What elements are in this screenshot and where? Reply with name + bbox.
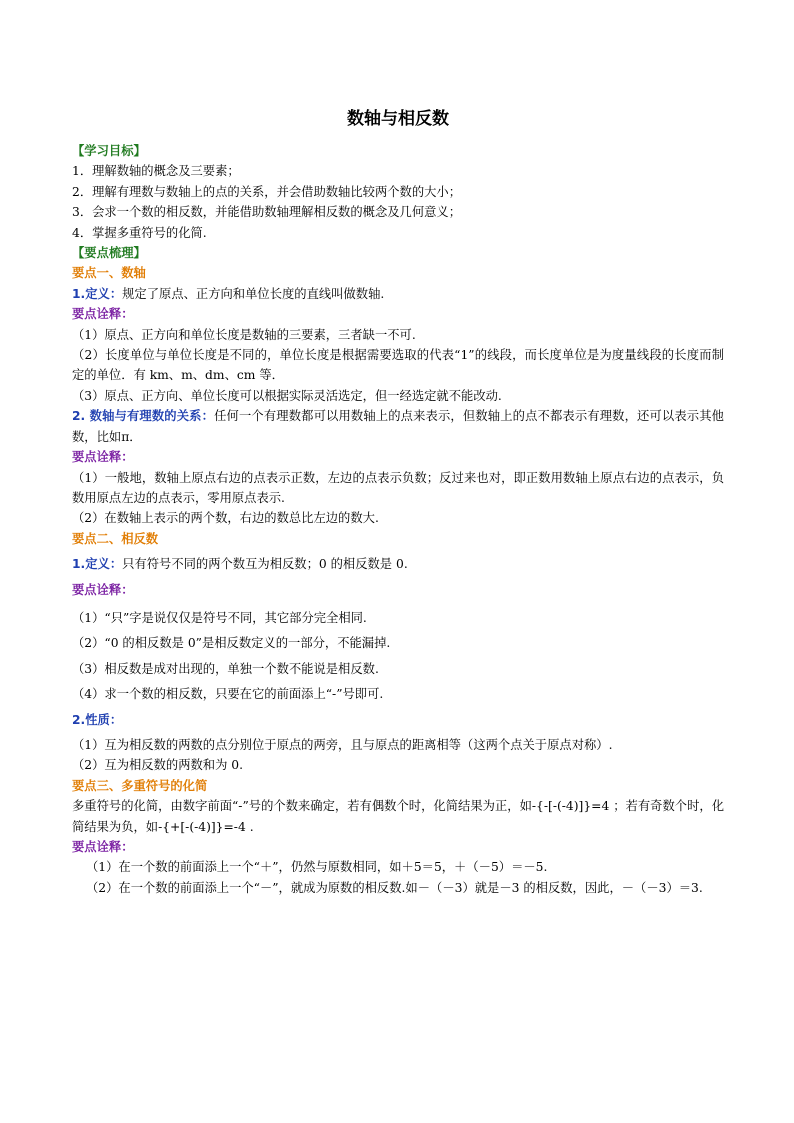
point1-note-label: 要点诠释： [72,307,134,322]
point1-heading: 要点一、数轴 [72,266,146,281]
point2-note: （1）“只”字是说仅仅是符号不同，其它部分完全相同. [72,610,367,625]
point1-note: （1）原点、正方向和单位长度是数轴的三要素，三者缺一不可. [72,327,416,342]
goal-item: 3．会求一个数的相反数，并能借助数轴理解相反数的概念及几何意义； [72,205,462,220]
point1-relation: 2. 数轴与有理数的关系：任何一个有理数都可以用数轴上的点来表示，但数轴上的点不都表示有理数，还可以表示其他数，比如π． [72,409,724,444]
point1-definition: 1.定义：规定了原点、正方向和单位长度的直线叫做数轴. [72,286,385,301]
point2-definition: 1.定义：只有符号不同的两个数互为相反数；0 的相反数是 0. [72,557,408,572]
point2-note: （2）“0 的相反数是 0”是相反数定义的一部分，不能漏掉. [72,636,391,651]
point2-note-label: 要点诠释： [72,582,134,597]
point2-property-label: 2.性质： [72,712,123,727]
goal-item: 2．理解有理数与数轴上的点的关系，并会借助数轴比较两个数的大小； [72,184,462,199]
point3-note: （1）在一个数的前面添上一个“＋”，仍然与原数相同，如＋5＝5，＋（－5）＝－5. [86,860,548,875]
point3-note: （2）在一个数的前面添上一个“－”，就成为原数的相反数.如－（－3）就是－3 的相反数，因此，－（－3）＝3. [86,880,703,895]
point1-note: （3）原点、正方向、单位长度可以根据实际灵活选定，但一经选定就不能改动. [72,388,502,403]
point3-text: 多重符号的化简，由数字前面“-”号的个数来确定，若有偶数个时，化简结果为正，如-{-[-(-4)]}=4 ；若有奇数个时，化简结果为负，如-{+[-(-4)]}=-4 . [72,799,724,834]
goal-item: 1．理解数轴的概念及三要素； [72,164,240,179]
point1-note: （2）长度单位与单位长度是不同的，单位长度是根据需要选取的代表“1”的线段，而长度单位是为度量线段的长度而制定的单位．有 km、m、dm、cm 等． [72,348,724,383]
point2-property: （2）互为相反数的两数和为 0. [72,758,244,773]
point3-heading: 要点三、多重符号的化简 [72,778,208,793]
goals-heading: 【学习目标】 [72,144,146,158]
document-page [72,100,724,898]
point2-note: （3）相反数是成对出现的，单独一个数不能说是相反数. [72,661,379,676]
point1-note2-label: 要点诠释： [72,450,134,465]
point1-note2: （1）一般地，数轴上原点右边的点表示正数，左边的点表示负数；反过来也对，即正数用数轴上原点右边的点表示，负数用原点左边的点表示，零用原点表示. [72,470,724,505]
goal-item: 4．掌握多重符号的化简. [72,225,207,240]
point2-heading: 要点二、相反数 [72,531,159,546]
point3-note-label: 要点诠释： [72,840,134,854]
point2-note: （4）求一个数的相反数，只要在它的前面添上“-”号即可. [72,687,384,702]
point2-property: （1）互为相反数的两数的点分别位于原点的两旁，且与原点的距离相等（这两个点关于原点对称）. [72,737,613,752]
outline-heading: 【要点梳理】 [72,246,146,261]
page-title: 数轴与相反数 [347,109,449,129]
point1-note2: （2）在数轴上表示的两个数，右边的数总比左边的数大. [72,511,379,526]
